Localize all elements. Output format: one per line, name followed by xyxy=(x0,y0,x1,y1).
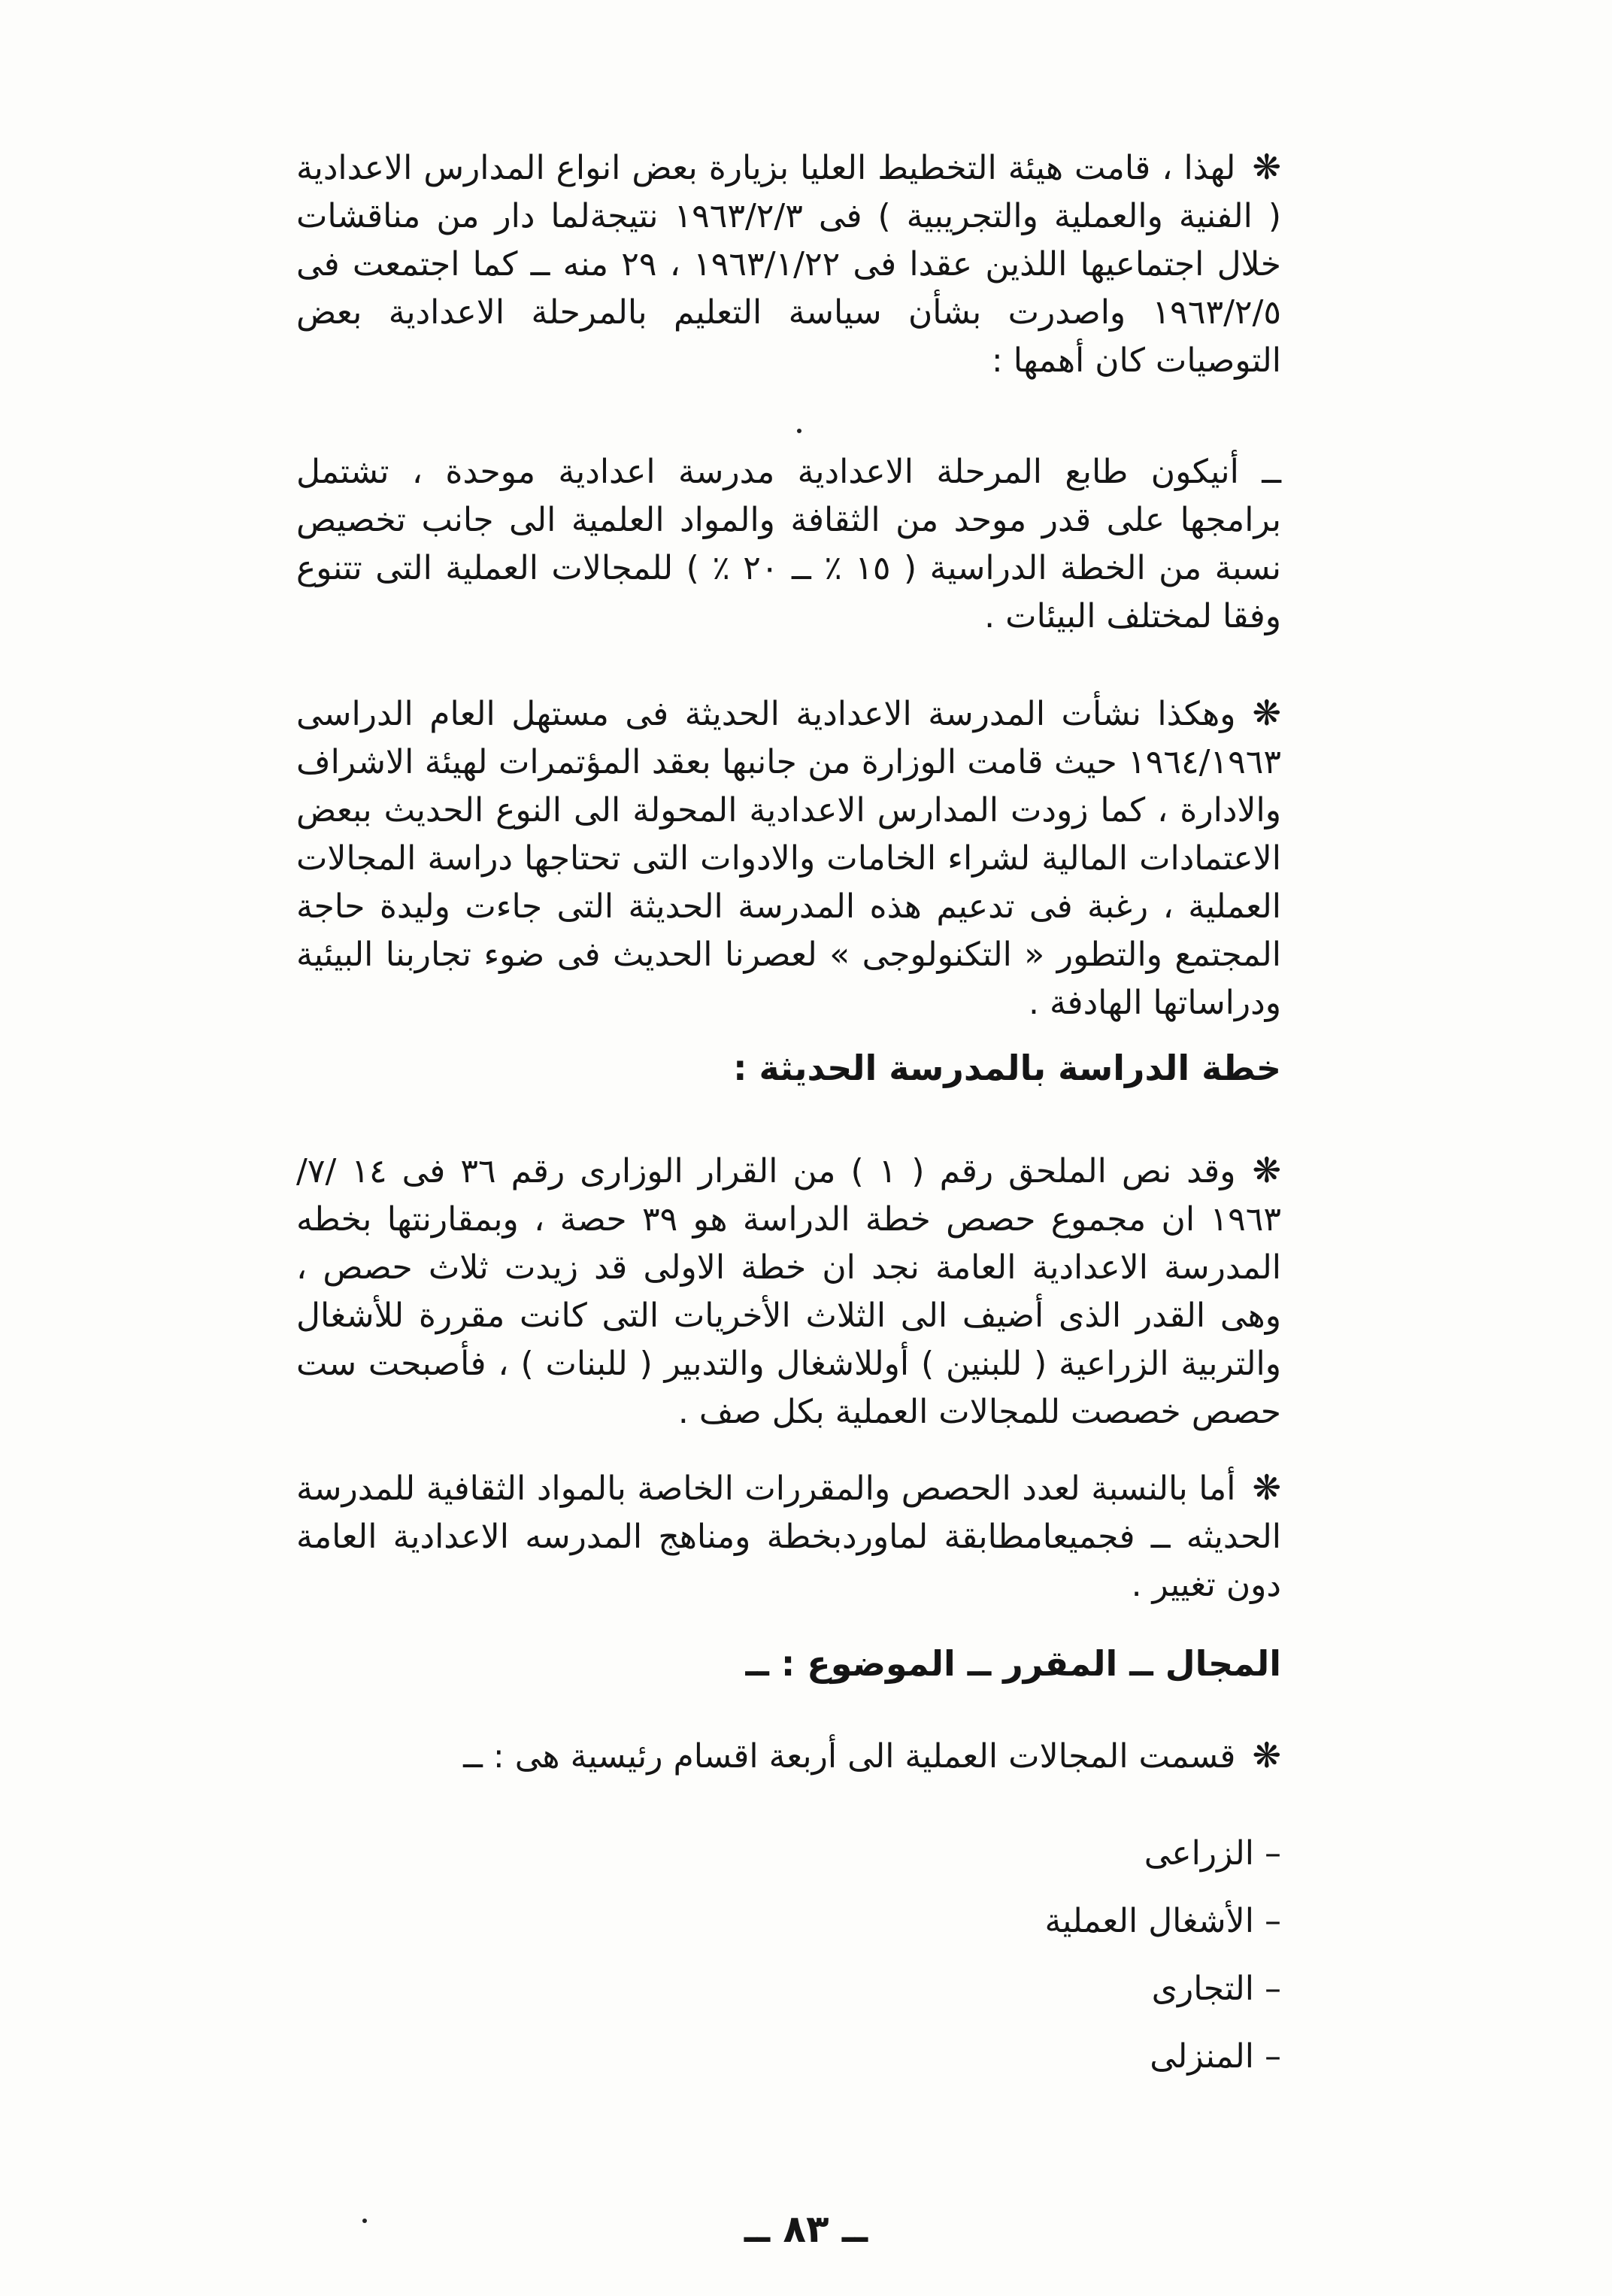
list-item: – الزراعى xyxy=(1044,1820,1281,1888)
paragraph-2 xyxy=(296,448,1281,641)
paragraph-4-text: وقد نص الملحق رقم ( ١ ) من القرار الوزارى رقم ٣٦ فى ١٤ /٧/ ١٩٦٣ ان مجموع حصص خطة الدراسة هو ٣٩ حصة ، وبمقارنتها بخطه المدرسة الاعدادية العامة نجد ان خطة الاولى قد زيدت ثلاث حصص ، وهى القدر الذى أضيف الى الثلاث الأخريات التى كانت مقررة للأشغال والتربية الزراعية ( للبنين ) أوللاشغال والتدبير ( للبنات ) ، فأصبحت ست حصص خصصت للمجالات العملية بكل صف . xyxy=(296,1152,1281,1431)
paragraph-5-text: أما بالنسبة لعدد الحصص والمقررات الخاصة بالمواد الثقافية للمدرسة الحديثه ــ فجميعامطابقة لماوردبخطة ومناهج المدرسه الاعدادية العامة دون تغيير . xyxy=(296,1470,1281,1604)
paragraph-3-text: وهكذا نشأت المدرسة الاعدادية الحديثة فى مستهل العام الدراسى ١٩٦٤/١٩٦٣ حيث قامت الوزارة من جانبها بعقد المؤتمرات لهيئة الاشراف والادارة ، كما زودت المدارس الاعدادية المحولة الى النوع الحديث ببعض الاعتمادات المالية لشراء الخامات والادوات التى تحتاجها دراسة المجالات العملية ، رغبة فى تدعيم هذه المدرسة الحديثة التى جاءت وليدة حاجة المجتمع والتطور « التكنولوجى » لعصرنا الحديث فى ضوء تجاربنا البيئية ودراساتها الهادفة . xyxy=(296,695,1281,1022)
list-item: – المنزلى xyxy=(1044,2023,1281,2091)
scan-speck xyxy=(362,2219,367,2223)
asterisk-icon: ❋ xyxy=(1252,147,1281,187)
page-number: ــ ٨٣ ــ xyxy=(744,2207,868,2251)
paragraph-2-text: ــ أنيكون طابع المرحلة الاعدادية مدرسة اعدادية موحدة ، تشتمل برامجها على قدر موحد من الثقافة والمواد العلمية الى جانب تخصيص نسبة من الخطة الدراسية ( ١٥ ٪ ــ ٢٠ ٪ ) للمجالات العملية التى تتنوع وفقا لمختلف البيئات . xyxy=(296,453,1282,635)
scan-speck xyxy=(797,429,801,433)
fields-list xyxy=(1044,1820,1281,2091)
section-heading-study-plan: خطة الدراسة بالمدرسة الحديثة : xyxy=(733,1048,1281,1088)
list-item: – الأشغال العملية xyxy=(1044,1888,1281,1955)
asterisk-icon: ❋ xyxy=(1252,1735,1281,1776)
paragraph-1-text: لهذا ، قامت هيئة التخطيط العليا بزيارة بعض انواع المدارس الاعدادية ( الفنية والعملية والتجريبية ) فى ١٩٦٣/٢/٣ نتيجةلما دار من مناقشات خلال اجتماعيها اللذين عقدا فى ١٩٦٣/١/٢٢ ، ٢٩ منه ــ كما اجتمعت فى ١٩٦٣/٢/٥ واصدرت بشأن سياسة التعليم بالمرحلة الاعدادية بعض التوصيات كان أهمها : xyxy=(296,149,1281,380)
asterisk-icon: ❋ xyxy=(1252,693,1281,733)
paragraph-3 xyxy=(296,689,1281,1027)
list-item: – التجارى xyxy=(1044,1955,1281,2023)
paragraph-4 xyxy=(296,1146,1281,1436)
paragraph-1 xyxy=(296,143,1281,385)
paragraph-5 xyxy=(296,1463,1281,1609)
asterisk-icon: ❋ xyxy=(1252,1467,1281,1508)
asterisk-icon: ❋ xyxy=(1252,1150,1282,1190)
paragraph-6 xyxy=(296,1731,1281,1781)
section-heading-fields: المجال ــ المقرر ــ الموضوع : ــ xyxy=(745,1643,1281,1684)
paragraph-6-text: قسمت المجالات العملية الى أربعة اقسام رئيسية هى : ــ xyxy=(463,1737,1236,1776)
